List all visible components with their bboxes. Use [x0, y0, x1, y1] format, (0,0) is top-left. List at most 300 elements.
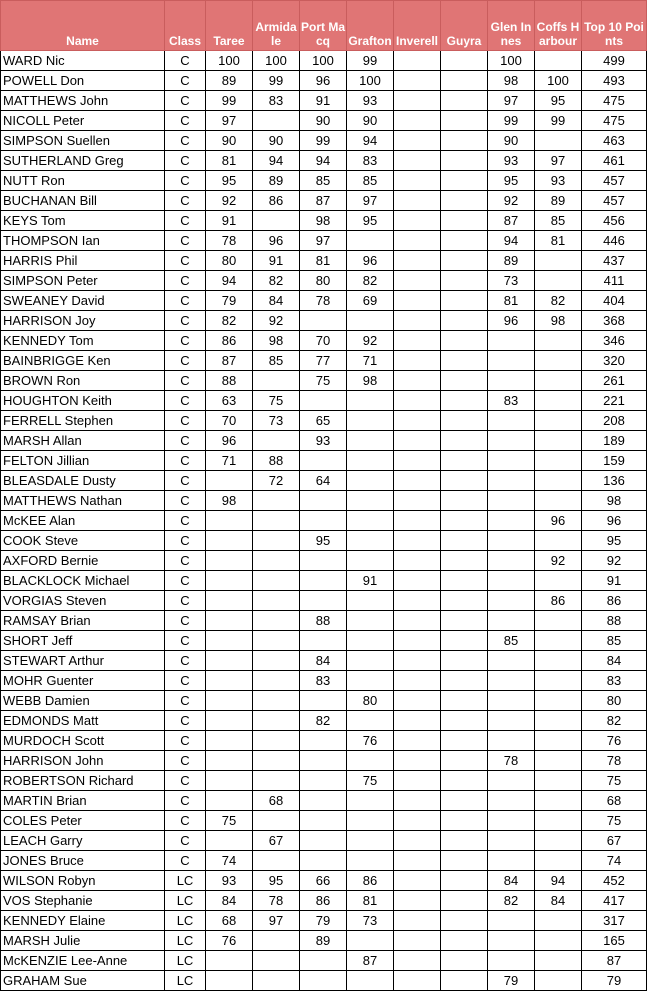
- cell-name: McKENZIE Lee-Anne: [1, 951, 165, 971]
- cell-armidale: [253, 211, 300, 231]
- cell-port-macq: 93: [300, 431, 347, 451]
- cell-inverell: [394, 591, 441, 611]
- cell-inverell: [394, 511, 441, 531]
- cell-inverell: [394, 271, 441, 291]
- table-row: [1, 91, 647, 111]
- cell-taree: 79: [206, 291, 253, 311]
- table-row: [1, 411, 647, 431]
- cell-glen-innes: [488, 531, 535, 551]
- cell-grafton: [347, 851, 394, 871]
- cell-guyra: [441, 71, 488, 91]
- cell-top10-points: 221: [582, 391, 647, 411]
- cell-taree: [206, 591, 253, 611]
- cell-inverell: [394, 231, 441, 251]
- cell-port-macq: [300, 691, 347, 711]
- cell-taree: 91: [206, 211, 253, 231]
- cell-class: C: [165, 471, 206, 491]
- cell-grafton: 91: [347, 571, 394, 591]
- cell-name: SWEANEY David: [1, 291, 165, 311]
- cell-port-macq: 78: [300, 291, 347, 311]
- cell-armidale: [253, 651, 300, 671]
- cell-inverell: [394, 731, 441, 751]
- cell-grafton: [347, 631, 394, 651]
- cell-armidale: 89: [253, 171, 300, 191]
- cell-top10-points: 86: [582, 591, 647, 611]
- cell-taree: [206, 471, 253, 491]
- cell-name: JONES Bruce: [1, 851, 165, 871]
- cell-name: THOMPSON Ian: [1, 231, 165, 251]
- cell-port-macq: [300, 551, 347, 571]
- cell-armidale: 75: [253, 391, 300, 411]
- cell-class: LC: [165, 891, 206, 911]
- cell-grafton: [347, 391, 394, 411]
- cell-name: EDMONDS Matt: [1, 711, 165, 731]
- cell-guyra: [441, 731, 488, 751]
- cell-top10-points: 74: [582, 851, 647, 871]
- cell-port-macq: 97: [300, 231, 347, 251]
- cell-glen-innes: [488, 411, 535, 431]
- cell-coffs-harbour: [535, 691, 582, 711]
- cell-inverell: [394, 651, 441, 671]
- cell-class: C: [165, 491, 206, 511]
- table-row: [1, 711, 647, 731]
- cell-coffs-harbour: [535, 931, 582, 951]
- header-armidale: Armidale: [253, 1, 300, 51]
- cell-grafton: 80: [347, 691, 394, 711]
- cell-grafton: [347, 751, 394, 771]
- table-row: [1, 391, 647, 411]
- cell-taree: 71: [206, 451, 253, 471]
- cell-glen-innes: 85: [488, 631, 535, 651]
- table-row: [1, 971, 647, 991]
- cell-taree: 100: [206, 51, 253, 71]
- cell-coffs-harbour: [535, 911, 582, 931]
- cell-guyra: [441, 151, 488, 171]
- cell-coffs-harbour: [535, 571, 582, 591]
- cell-port-macq: 75: [300, 371, 347, 391]
- cell-guyra: [441, 591, 488, 611]
- table-row: [1, 231, 647, 251]
- table-row: [1, 331, 647, 351]
- cell-glen-innes: 95: [488, 171, 535, 191]
- cell-port-macq: [300, 751, 347, 771]
- cell-armidale: [253, 491, 300, 511]
- cell-class: C: [165, 591, 206, 611]
- cell-taree: [206, 651, 253, 671]
- cell-inverell: [394, 91, 441, 111]
- cell-port-macq: 90: [300, 111, 347, 131]
- cell-top10-points: 83: [582, 671, 647, 691]
- cell-class: C: [165, 231, 206, 251]
- cell-name: HARRIS Phil: [1, 251, 165, 271]
- table-row: [1, 871, 647, 891]
- cell-glen-innes: [488, 451, 535, 471]
- cell-grafton: [347, 411, 394, 431]
- cell-guyra: [441, 211, 488, 231]
- cell-port-macq: 80: [300, 271, 347, 291]
- cell-inverell: [394, 291, 441, 311]
- cell-coffs-harbour: [535, 371, 582, 391]
- cell-name: BUCHANAN Bill: [1, 191, 165, 211]
- cell-inverell: [394, 971, 441, 991]
- cell-armidale: 96: [253, 231, 300, 251]
- cell-port-macq: 94: [300, 151, 347, 171]
- table-row: [1, 511, 647, 531]
- cell-top10-points: 91: [582, 571, 647, 591]
- cell-coffs-harbour: [535, 971, 582, 991]
- cell-name: GRAHAM Sue: [1, 971, 165, 991]
- cell-guyra: [441, 371, 488, 391]
- cell-coffs-harbour: 92: [535, 551, 582, 571]
- cell-top10-points: 98: [582, 491, 647, 511]
- table-row: [1, 751, 647, 771]
- cell-port-macq: 79: [300, 911, 347, 931]
- cell-armidale: 84: [253, 291, 300, 311]
- cell-guyra: [441, 511, 488, 531]
- cell-class: C: [165, 751, 206, 771]
- cell-inverell: [394, 131, 441, 151]
- cell-armidale: 97: [253, 911, 300, 931]
- cell-coffs-harbour: [535, 451, 582, 471]
- cell-port-macq: 77: [300, 351, 347, 371]
- cell-class: LC: [165, 971, 206, 991]
- cell-grafton: [347, 431, 394, 451]
- cell-inverell: [394, 931, 441, 951]
- cell-glen-innes: [488, 671, 535, 691]
- cell-class: C: [165, 571, 206, 591]
- cell-name: BLEASDALE Dusty: [1, 471, 165, 491]
- cell-taree: 81: [206, 151, 253, 171]
- cell-class: C: [165, 131, 206, 151]
- cell-port-macq: [300, 631, 347, 651]
- cell-class: C: [165, 771, 206, 791]
- cell-guyra: [441, 751, 488, 771]
- table-row: [1, 431, 647, 451]
- cell-coffs-harbour: 100: [535, 71, 582, 91]
- cell-grafton: 83: [347, 151, 394, 171]
- cell-coffs-harbour: [535, 611, 582, 631]
- cell-port-macq: 88: [300, 611, 347, 631]
- cell-armidale: [253, 531, 300, 551]
- cell-port-macq: 70: [300, 331, 347, 351]
- cell-coffs-harbour: 97: [535, 151, 582, 171]
- cell-top10-points: 463: [582, 131, 647, 151]
- header-grafton: Grafton: [347, 1, 394, 51]
- cell-armidale: 100: [253, 51, 300, 71]
- table-row: [1, 351, 647, 371]
- cell-grafton: [347, 451, 394, 471]
- cell-inverell: [394, 371, 441, 391]
- cell-grafton: [347, 791, 394, 811]
- cell-class: LC: [165, 911, 206, 931]
- cell-port-macq: 64: [300, 471, 347, 491]
- table-row: [1, 471, 647, 491]
- cell-inverell: [394, 211, 441, 231]
- cell-coffs-harbour: [535, 471, 582, 491]
- cell-top10-points: 159: [582, 451, 647, 471]
- cell-port-macq: [300, 591, 347, 611]
- cell-top10-points: 79: [582, 971, 647, 991]
- cell-name: RAMSAY Brian: [1, 611, 165, 631]
- cell-top10-points: 457: [582, 171, 647, 191]
- cell-class: C: [165, 691, 206, 711]
- cell-guyra: [441, 451, 488, 471]
- cell-port-macq: 81: [300, 251, 347, 271]
- cell-name: WEBB Damien: [1, 691, 165, 711]
- cell-coffs-harbour: [535, 751, 582, 771]
- cell-glen-innes: [488, 371, 535, 391]
- cell-armidale: [253, 951, 300, 971]
- cell-taree: 76: [206, 931, 253, 951]
- cell-taree: [206, 551, 253, 571]
- cell-taree: 97: [206, 111, 253, 131]
- cell-grafton: [347, 831, 394, 851]
- cell-glen-innes: [488, 551, 535, 571]
- cell-top10-points: 411: [582, 271, 647, 291]
- cell-guyra: [441, 311, 488, 331]
- cell-taree: [206, 611, 253, 631]
- cell-glen-innes: [488, 731, 535, 751]
- table-body: [1, 51, 647, 991]
- cell-top10-points: 475: [582, 91, 647, 111]
- cell-inverell: [394, 331, 441, 351]
- table-row: [1, 191, 647, 211]
- cell-taree: [206, 731, 253, 751]
- cell-name: VORGIAS Steven: [1, 591, 165, 611]
- cell-class: C: [165, 731, 206, 751]
- cell-top10-points: 446: [582, 231, 647, 251]
- header-row: [1, 1, 647, 51]
- cell-class: LC: [165, 871, 206, 891]
- cell-taree: [206, 771, 253, 791]
- table-row: [1, 131, 647, 151]
- table-row: [1, 271, 647, 291]
- cell-coffs-harbour: 98: [535, 311, 582, 331]
- cell-armidale: [253, 691, 300, 711]
- cell-top10-points: 208: [582, 411, 647, 431]
- cell-taree: 88: [206, 371, 253, 391]
- cell-coffs-harbour: 99: [535, 111, 582, 131]
- cell-coffs-harbour: [535, 491, 582, 511]
- cell-taree: [206, 531, 253, 551]
- cell-class: LC: [165, 931, 206, 951]
- cell-taree: [206, 971, 253, 991]
- cell-glen-innes: 83: [488, 391, 535, 411]
- cell-armidale: [253, 371, 300, 391]
- cell-grafton: [347, 531, 394, 551]
- cell-name: ROBERTSON Richard: [1, 771, 165, 791]
- cell-inverell: [394, 611, 441, 631]
- cell-port-macq: 85: [300, 171, 347, 191]
- cell-grafton: 98: [347, 371, 394, 391]
- cell-name: SIMPSON Peter: [1, 271, 165, 291]
- cell-taree: 78: [206, 231, 253, 251]
- cell-name: BAINBRIGGE Ken: [1, 351, 165, 371]
- cell-glen-innes: 81: [488, 291, 535, 311]
- cell-inverell: [394, 891, 441, 911]
- cell-inverell: [394, 911, 441, 931]
- cell-taree: [206, 691, 253, 711]
- cell-glen-innes: [488, 511, 535, 531]
- cell-guyra: [441, 871, 488, 891]
- cell-glen-innes: [488, 571, 535, 591]
- cell-taree: [206, 711, 253, 731]
- cell-name: SIMPSON Suellen: [1, 131, 165, 151]
- cell-inverell: [394, 151, 441, 171]
- cell-inverell: [394, 951, 441, 971]
- cell-top10-points: 261: [582, 371, 647, 391]
- cell-glen-innes: 89: [488, 251, 535, 271]
- cell-top10-points: 346: [582, 331, 647, 351]
- cell-guyra: [441, 231, 488, 251]
- table-row: [1, 631, 647, 651]
- cell-grafton: [347, 231, 394, 251]
- cell-grafton: 75: [347, 771, 394, 791]
- table-row: [1, 931, 647, 951]
- cell-armidale: 85: [253, 351, 300, 371]
- cell-grafton: [347, 651, 394, 671]
- cell-class: C: [165, 71, 206, 91]
- header-class: Class: [165, 1, 206, 51]
- cell-taree: 98: [206, 491, 253, 511]
- cell-glen-innes: [488, 611, 535, 631]
- cell-grafton: [347, 811, 394, 831]
- table-row: [1, 111, 647, 131]
- cell-top10-points: 461: [582, 151, 647, 171]
- cell-taree: 68: [206, 911, 253, 931]
- cell-taree: 84: [206, 891, 253, 911]
- cell-port-macq: 96: [300, 71, 347, 91]
- cell-guyra: [441, 811, 488, 831]
- cell-guyra: [441, 51, 488, 71]
- cell-glen-innes: [488, 931, 535, 951]
- cell-coffs-harbour: [535, 811, 582, 831]
- cell-port-macq: [300, 771, 347, 791]
- cell-inverell: [394, 791, 441, 811]
- cell-name: WARD Nic: [1, 51, 165, 71]
- cell-grafton: [347, 711, 394, 731]
- cell-top10-points: 96: [582, 511, 647, 531]
- cell-inverell: [394, 171, 441, 191]
- cell-name: SUTHERLAND Greg: [1, 151, 165, 171]
- table-row: [1, 451, 647, 471]
- cell-armidale: 99: [253, 71, 300, 91]
- cell-port-macq: [300, 451, 347, 471]
- cell-taree: 87: [206, 351, 253, 371]
- cell-grafton: 100: [347, 71, 394, 91]
- cell-glen-innes: [488, 331, 535, 351]
- cell-top10-points: 85: [582, 631, 647, 651]
- cell-top10-points: 417: [582, 891, 647, 911]
- cell-guyra: [441, 531, 488, 551]
- cell-taree: [206, 511, 253, 531]
- cell-glen-innes: 82: [488, 891, 535, 911]
- cell-inverell: [394, 311, 441, 331]
- cell-taree: [206, 951, 253, 971]
- cell-armidale: 88: [253, 451, 300, 471]
- cell-guyra: [441, 711, 488, 731]
- cell-taree: 99: [206, 91, 253, 111]
- cell-top10-points: 475: [582, 111, 647, 131]
- cell-armidale: [253, 571, 300, 591]
- cell-coffs-harbour: 82: [535, 291, 582, 311]
- cell-coffs-harbour: [535, 651, 582, 671]
- cell-top10-points: 368: [582, 311, 647, 331]
- cell-class: C: [165, 311, 206, 331]
- cell-top10-points: 84: [582, 651, 647, 671]
- header-taree: Taree: [206, 1, 253, 51]
- cell-port-macq: 65: [300, 411, 347, 431]
- cell-grafton: 82: [347, 271, 394, 291]
- cell-guyra: [441, 111, 488, 131]
- cell-guyra: [441, 391, 488, 411]
- cell-class: C: [165, 811, 206, 831]
- cell-name: KENNEDY Elaine: [1, 911, 165, 931]
- header-glen-innes: Glen Innes: [488, 1, 535, 51]
- cell-glen-innes: 73: [488, 271, 535, 291]
- table-row: [1, 551, 647, 571]
- cell-name: NICOLL Peter: [1, 111, 165, 131]
- cell-inverell: [394, 471, 441, 491]
- cell-coffs-harbour: [535, 531, 582, 551]
- cell-glen-innes: [488, 711, 535, 731]
- cell-coffs-harbour: [535, 411, 582, 431]
- cell-inverell: [394, 451, 441, 471]
- cell-name: COLES Peter: [1, 811, 165, 831]
- cell-glen-innes: [488, 471, 535, 491]
- cell-coffs-harbour: [535, 951, 582, 971]
- cell-class: C: [165, 651, 206, 671]
- cell-class: C: [165, 111, 206, 131]
- cell-armidale: [253, 551, 300, 571]
- cell-port-macq: 99: [300, 131, 347, 151]
- cell-armidale: [253, 511, 300, 531]
- cell-grafton: 73: [347, 911, 394, 931]
- cell-port-macq: [300, 951, 347, 971]
- cell-taree: 70: [206, 411, 253, 431]
- cell-coffs-harbour: [535, 851, 582, 871]
- cell-top10-points: 75: [582, 811, 647, 831]
- cell-taree: [206, 571, 253, 591]
- cell-guyra: [441, 671, 488, 691]
- cell-guyra: [441, 851, 488, 871]
- cell-glen-innes: [488, 771, 535, 791]
- cell-port-macq: 83: [300, 671, 347, 691]
- cell-name: MATTHEWS John: [1, 91, 165, 111]
- cell-coffs-harbour: [535, 671, 582, 691]
- cell-name: FERRELL Stephen: [1, 411, 165, 431]
- cell-guyra: [441, 551, 488, 571]
- cell-coffs-harbour: [535, 731, 582, 751]
- cell-name: NUTT Ron: [1, 171, 165, 191]
- cell-port-macq: 91: [300, 91, 347, 111]
- cell-glen-innes: [488, 791, 535, 811]
- cell-port-macq: 89: [300, 931, 347, 951]
- cell-coffs-harbour: 84: [535, 891, 582, 911]
- cell-grafton: 99: [347, 51, 394, 71]
- cell-inverell: [394, 391, 441, 411]
- cell-taree: 86: [206, 331, 253, 351]
- cell-glen-innes: 97: [488, 91, 535, 111]
- cell-port-macq: 82: [300, 711, 347, 731]
- cell-armidale: 78: [253, 891, 300, 911]
- cell-name: BROWN Ron: [1, 371, 165, 391]
- cell-port-macq: [300, 731, 347, 751]
- header-inverell: Inverell: [394, 1, 441, 51]
- table-row: [1, 211, 647, 231]
- cell-top10-points: 75: [582, 771, 647, 791]
- cell-port-macq: [300, 791, 347, 811]
